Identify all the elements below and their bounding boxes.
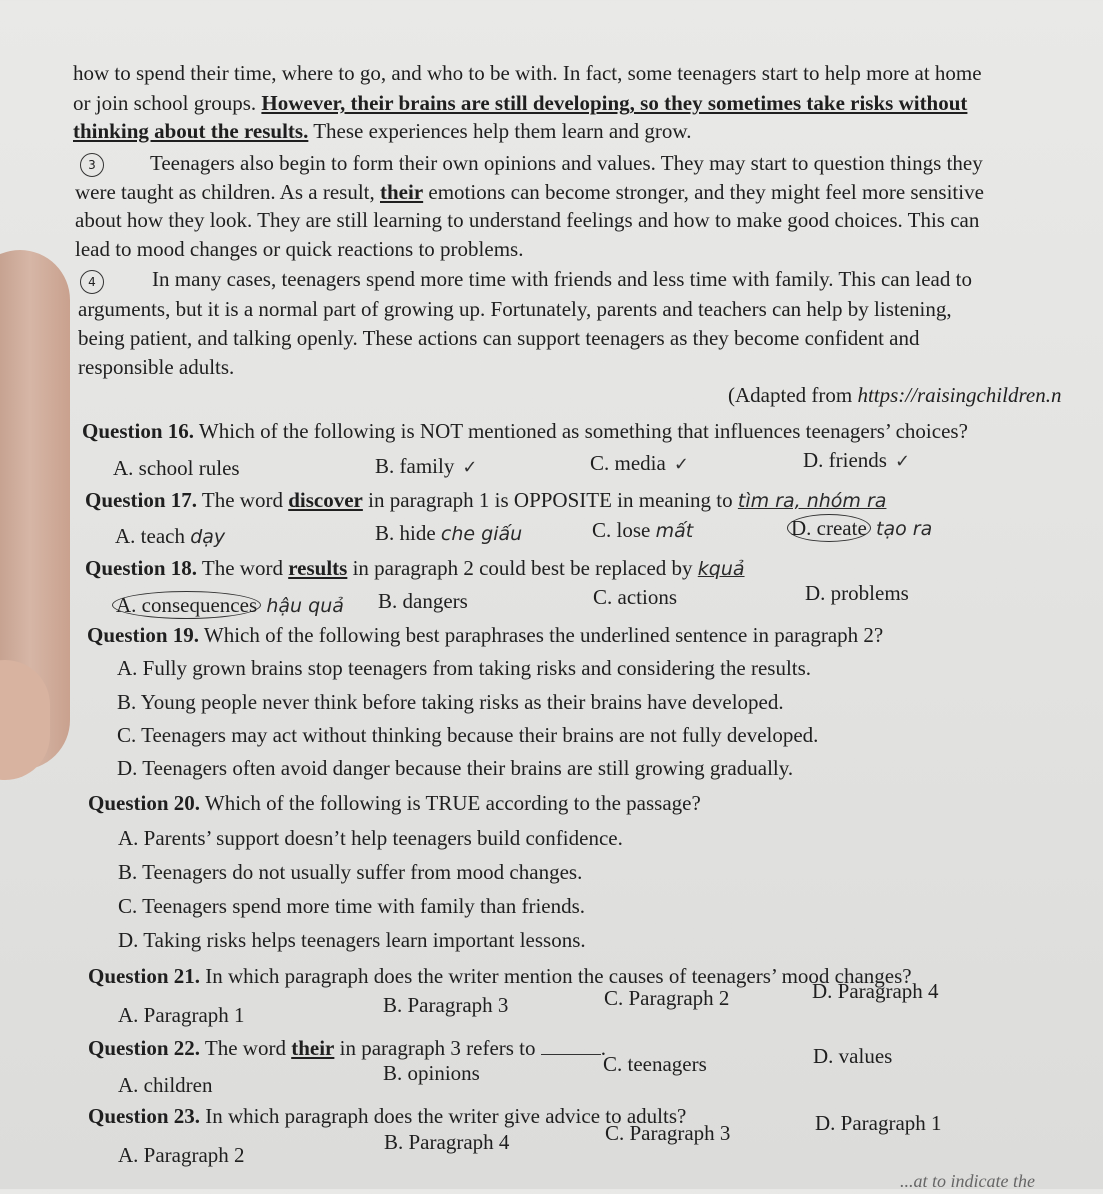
option-b: B. family ✓ [375, 454, 478, 478]
option-d: D. Teenagers often avoid danger because their brains are still growing gradually. [117, 756, 794, 780]
handwritten-note: tìm ra, nhóm ra [737, 490, 887, 512]
handwritten-note: hậu quả [266, 595, 344, 617]
option-a: A. Parents’ support doesn’t help teenagers build confidence. [118, 826, 623, 850]
paragraph-number-circle: 3 [80, 153, 104, 177]
answer-blank[interactable] [541, 1036, 601, 1055]
option-d: D. problems [805, 581, 909, 605]
option-a: A. Fully grown brains stop teenagers from taking risks and considering the results. [117, 656, 812, 680]
option-b: B. Young people never think before taking risks as their brains have developed. [117, 690, 784, 714]
passage-line: being patient, and talking openly. These actions can support teenagers as they become confident and [78, 326, 920, 350]
option-a: A. teach dạy [115, 524, 226, 548]
reference-word: their [380, 180, 424, 204]
option-a: A. consequences hậu quả [115, 591, 344, 619]
underlined-sentence: However, their brains are still developing, so they sometimes take risks without [261, 91, 968, 115]
option-c: C. actions [593, 585, 677, 609]
question-18: Question 18. The word results in paragraph 2 could best be replaced by kquả [85, 556, 745, 580]
option-b: B. opinions [383, 1061, 480, 1085]
option-b: B. Teenagers do not usually suffer from mood changes. [118, 860, 583, 884]
option-a: A. children [118, 1073, 213, 1097]
handwritten-note: kquả [697, 558, 745, 580]
checkmark-icon: ✓ [462, 457, 478, 478]
option-b: B. Paragraph 4 [384, 1130, 510, 1154]
option-b: B. Paragraph 3 [383, 993, 509, 1017]
handwritten-note: tạo ra [876, 518, 933, 540]
option-c: C. Teenagers may act without thinking because their brains are not fully developed. [117, 723, 819, 747]
passage-line: arguments, but it is a normal part of growing up. Fortunately, parents and teachers can help by listening, [78, 297, 952, 321]
question-19: Question 19. Which of the following best paraphrases the underlined sentence in paragraph 2? [87, 623, 884, 647]
checkmark-icon: ✓ [673, 454, 689, 475]
option-c: C. teenagers [603, 1052, 707, 1076]
option-c: C. Paragraph 2 [604, 986, 730, 1010]
option-c: C. Teenagers spend more time with family than friends. [118, 894, 586, 918]
option-b: B. dangers [378, 589, 468, 613]
source-citation: (Adapted from https://raisingchildren.n [728, 383, 1062, 407]
passage-line: about how they look. They are still learning to understand feelings and how to make good choices. This can [75, 208, 980, 232]
option-d: D. Paragraph 1 [815, 1111, 942, 1135]
question-17: Question 17. The word discover in paragraph 1 is OPPOSITE in meaning to tìm ra, nhóm ra [85, 488, 887, 512]
passage-line: were taught as children. As a result, their emotions can become stronger, and they might feel more sensitive [75, 180, 984, 204]
passage-line: lead to mood changes or quick reactions to problems. [75, 237, 524, 261]
question-23: Question 23. In which paragraph does the writer give advice to adults? [88, 1104, 687, 1128]
option-c: C. Paragraph 3 [605, 1121, 731, 1145]
handwritten-note: dạy [190, 526, 226, 548]
handwritten-note: mất [655, 520, 694, 542]
option-d: D. create tạo ra [790, 514, 932, 542]
option-a: A. school rules [113, 456, 240, 480]
passage-line: Teenagers also begin to form their own opinions and values. They may start to question things they [150, 151, 983, 175]
underlined-sentence: thinking about the results. [73, 119, 309, 143]
option-c: C. media ✓ [590, 451, 689, 475]
passage-line: thinking about the results. These experiences help them learn and grow. [73, 119, 692, 143]
next-page-text: ...at to indicate the [900, 1171, 1035, 1191]
passage-line: how to spend their time, where to go, and who to be with. In fact, some teenagers start to help more at home [73, 61, 982, 85]
option-d: D. Paragraph 4 [812, 979, 939, 1003]
question-21: Question 21. In which paragraph does the writer mention the causes of teenagers’ mood changes? [88, 964, 912, 988]
passage-line: In many cases, teenagers spend more time with friends and less time with family. This can lead to [152, 267, 972, 291]
option-a: A. Paragraph 2 [118, 1143, 245, 1167]
option-b: B. hide che giấu [375, 521, 523, 545]
question-22: Question 22. The word their in paragraph 3 refers to . [88, 1036, 607, 1060]
option-a: A. Paragraph 1 [118, 1003, 245, 1027]
question-16: Question 16. Which of the following is NOT mentioned as something that influences teenagers’ choices? [82, 419, 968, 443]
option-d: D. friends ✓ [803, 448, 911, 472]
option-d: D. Taking risks helps teenagers learn important lessons. [118, 928, 586, 952]
passage-line: or join school groups. However, their brains are still developing, so they sometimes take risks without [73, 91, 968, 115]
question-20: Question 20. Which of the following is TRUE according to the passage? [88, 791, 701, 815]
paragraph-number-circle: 4 [80, 270, 104, 294]
passage-line: responsible adults. [78, 355, 235, 379]
handwritten-note: che giấu [440, 523, 523, 545]
checkmark-icon: ✓ [894, 451, 911, 472]
option-c: C. lose mất [592, 518, 694, 542]
option-d: D. values [813, 1044, 893, 1068]
